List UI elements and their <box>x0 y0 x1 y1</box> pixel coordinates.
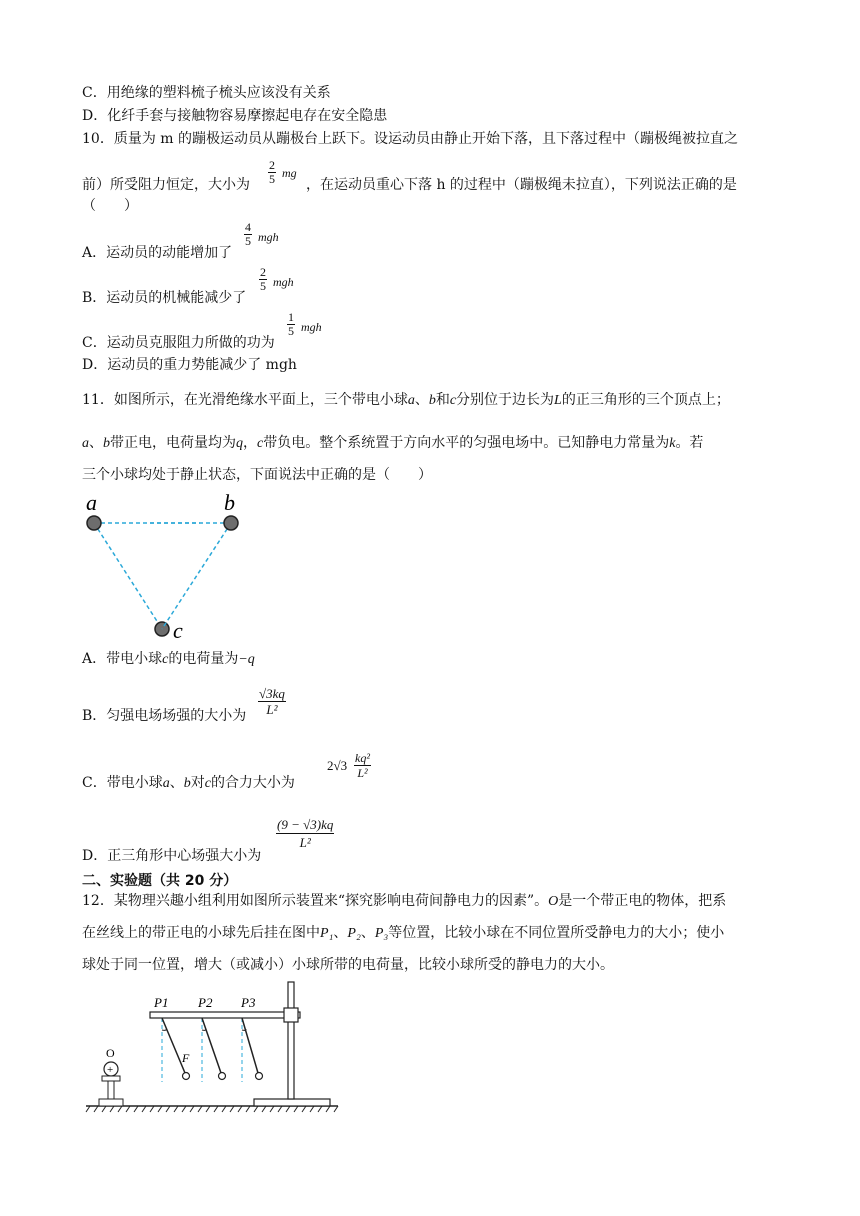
q12-stem-line1: 12．某物理兴趣小组利用如图所示装置来“探究影响电荷间静电力的因素”。O是一个带正电的物体，把系 <box>82 893 727 909</box>
q11-option-c-coef: 2√3 <box>327 758 348 773</box>
q12-stem-line3: 球处于同一位置，增大（或减小）小球所带的电荷量，比较小球所受的静电力的大小。 <box>82 957 614 973</box>
ball-p2 <box>219 1073 226 1080</box>
o-stand-cap <box>102 1076 120 1081</box>
label-a: a <box>86 490 97 515</box>
q11-stem-line1: 11．如图所示，在光滑绝缘水平面上，三个带电小球a、b和c分别位于边长为L的正三角形的三个顶点上； <box>82 392 730 408</box>
q11-option-b-fraction: $\frac{√3kq}{\text{L²}}$ <box>259 686 285 717</box>
q11-stem-line2: a、b带正电，电荷量均为q，c带负电。整个系统置于方向水平的匀强电场中。已知静电力常量为k。若 <box>82 435 704 451</box>
q10-option-a-tail: mgh <box>258 230 279 244</box>
section-2-title: 二、实验题（共 20 分） <box>82 873 238 889</box>
q11-stem-line3: 三个小球均处于静止状态，下面说法中正确的是（ ） <box>82 467 432 483</box>
ground-hatch <box>86 1106 338 1112</box>
q10-option-b-tail: mgh <box>273 275 294 289</box>
label-force: F <box>182 1051 190 1065</box>
q11-option-a: A．带电小球c的电荷量为−q <box>82 651 255 667</box>
q11-option-d: D．正三角形中心场强大小为 <box>82 848 262 864</box>
label-p2: P2 <box>198 995 213 1010</box>
q11-option-b: B．匀强电场场强的大小为 <box>82 708 247 724</box>
clamp <box>284 1008 298 1022</box>
o-stand-post <box>108 1081 114 1099</box>
q10-option-b-fraction: $\frac{2}{5}$ <box>260 265 266 293</box>
stand-rod <box>288 982 294 1099</box>
o-stand-base <box>99 1099 123 1106</box>
q9-option-d: D．化纤手套与接触物容易摩擦起电存在安全隐患 <box>82 108 388 124</box>
q10-option-c-tail: mgh <box>301 320 322 334</box>
q10-stem-line1: 10．质量为 m 的蹦极运动员从蹦极台上跃下。设运动员由静止开始下落，且下落过程中（蹦极绳被拉直之 <box>82 131 738 147</box>
label-c: c <box>173 618 183 643</box>
label-p3: P3 <box>241 995 256 1010</box>
q10-option-c-fraction: $\frac{1}{5}$ <box>288 310 294 338</box>
q12-stem-line2: 在丝线上的带正电的小球先后挂在图中P₁、P₂、P₃等位置，比较小球在不同位置所受静电力的大小；使小 <box>82 925 725 941</box>
thread-p3 <box>242 1018 258 1073</box>
ball-p1 <box>183 1073 190 1080</box>
q9-option-c: C．用绝缘的塑料梳子梳头应该没有关系 <box>82 85 331 101</box>
q10-answer-paren: （ ） <box>82 198 138 214</box>
label-o: O <box>106 1046 115 1060</box>
label-p1: P1 <box>154 995 169 1010</box>
q11-option-c-fraction: $\frac{\text{kq²}}{\text{L²}}$ <box>355 751 370 780</box>
q10-resistance-tail: mg <box>282 166 297 180</box>
edge-bc <box>162 523 231 629</box>
ball-b <box>224 516 238 530</box>
stand-base <box>254 1099 330 1106</box>
q11-option-c: C．带电小球a、b对c的合力大小为 <box>82 775 295 791</box>
q10-option-b: B．运动员的机械能减少了 <box>82 290 247 306</box>
crossbar <box>150 1012 300 1018</box>
ball-p3 <box>256 1073 263 1080</box>
q11-triangle-figure-right <box>150 490 250 645</box>
q11-option-d-fraction: $\frac{(9 - √3)kq}{\text{L²}}$ <box>277 817 334 850</box>
thread-p2 <box>202 1018 221 1073</box>
plus-sign: + <box>107 1064 114 1076</box>
q10-option-c: C．运动员克服阻力所做的功为 <box>82 335 275 351</box>
q10-resistance-fraction: $\frac{2}{5}$ <box>269 158 275 186</box>
q10-stem-line2: 前）所受阻力恒定，大小为 ，在运动员重心下落 h 的过程中（蹦极绳未拉直），下列说法正确的是 <box>82 177 737 193</box>
q10-option-a-fraction: $\frac{4}{5}$ <box>245 220 251 248</box>
ball-a <box>87 516 101 530</box>
q10-option-d: D．运动员的重力势能减少了 mgh <box>82 357 297 373</box>
q12-apparatus-figure <box>82 980 342 1115</box>
q10-option-a: A．运动员的动能增加了 <box>82 245 233 261</box>
vertical-reference-lines <box>162 1018 242 1082</box>
label-b: b <box>224 490 235 515</box>
